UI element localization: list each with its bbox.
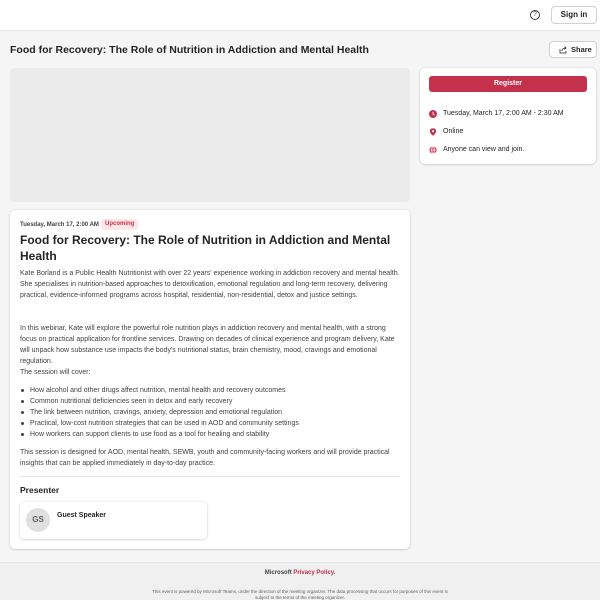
footer-links	[0, 570, 600, 576]
event-title: Food for Recovery: The Role of Nutrition in Addiction and Mental Health	[20, 233, 391, 263]
footer-brand: Microsoft	[264, 570, 292, 576]
list-item: Common nutritional deficiencies seen in detox and early recovery	[30, 396, 400, 407]
status-badge: Upcoming	[101, 219, 138, 230]
register-button[interactable]: Register	[429, 76, 587, 92]
list-item: The link between nutrition, cravings, anxiety, depression and emotional regulation	[30, 407, 400, 418]
list-item: How alcohol and other drugs affect nutrition, mental health and recovery outcomes	[30, 385, 400, 396]
location-pin-icon	[429, 128, 437, 136]
share-icon	[559, 46, 567, 54]
divider	[20, 476, 400, 477]
presenter-heading: Presenter	[20, 485, 60, 495]
event-details-card	[10, 210, 410, 549]
share-label: Share	[571, 45, 592, 54]
avatar: GS	[26, 508, 50, 532]
event-datetime-text: Tuesday, March 17, 2:00 AM - 2:30 AM	[443, 110, 564, 117]
registration-card	[420, 68, 596, 164]
session-intro: The session will cover:	[20, 369, 91, 376]
privacy-policy-link[interactable]: Privacy Policy.	[293, 570, 336, 576]
description-paragraph-2: In this webinar, Kate will explore the powerful role nutrition plays in addiction recovery and mental health, with a strong focus on practical application for frontline services. Drawing on decades of clinical experience and program delivery, Kate will unpack how substance use impacts the body's nutritional status, brain chemistry, mood, cravings and emotional regulation.	[20, 325, 395, 365]
list-item: How workers can support clients to use food as a tool for healing and stability	[30, 429, 400, 440]
presenter-card[interactable]	[20, 502, 207, 539]
share-button[interactable]	[549, 41, 597, 58]
description-paragraph-3: This session is designed for AOD, mental health, SEWB, youth and community-facing workers and will provide practical insights that can be applied immediately in day-to-day practice.	[20, 449, 390, 467]
top-bar	[0, 0, 600, 31]
event-access-text: Anyone can view and join.	[443, 146, 525, 153]
event-location-text: Online	[443, 128, 464, 135]
description-paragraph-1: Kate Borland is a Public Health Nutritionist with over 22 years' experience working in addiction recovery and mental health. She specialises in nutrition-based approaches to detoxification, emotional regulation and long-term recovery, delivering practical, evidence-informed programs across hospital, residential, non-residential, detox and justice settings.	[20, 270, 400, 299]
globe-icon	[429, 146, 437, 154]
help-icon[interactable]: ?	[530, 10, 540, 20]
event-date: Tuesday, March 17, 2:00 AM	[20, 222, 99, 228]
footer-note: This event is powered by Microsoft Teams, under the direction of the meeting organizer. The data processing that occurs for purposes of this event is subject to the terms of the meeting organizer.	[152, 589, 448, 600]
event-banner	[10, 68, 410, 202]
page-title: Food for Recovery: The Role of Nutrition in Addiction and Mental Health	[10, 44, 369, 56]
presenter-name: Guest Speaker	[57, 512, 107, 519]
list-item: Practical, low-cost nutrition strategies that can be used in AOD and community settings	[30, 418, 400, 429]
clock-icon	[429, 110, 437, 118]
sign-in-button[interactable]: Sign in	[551, 6, 597, 24]
